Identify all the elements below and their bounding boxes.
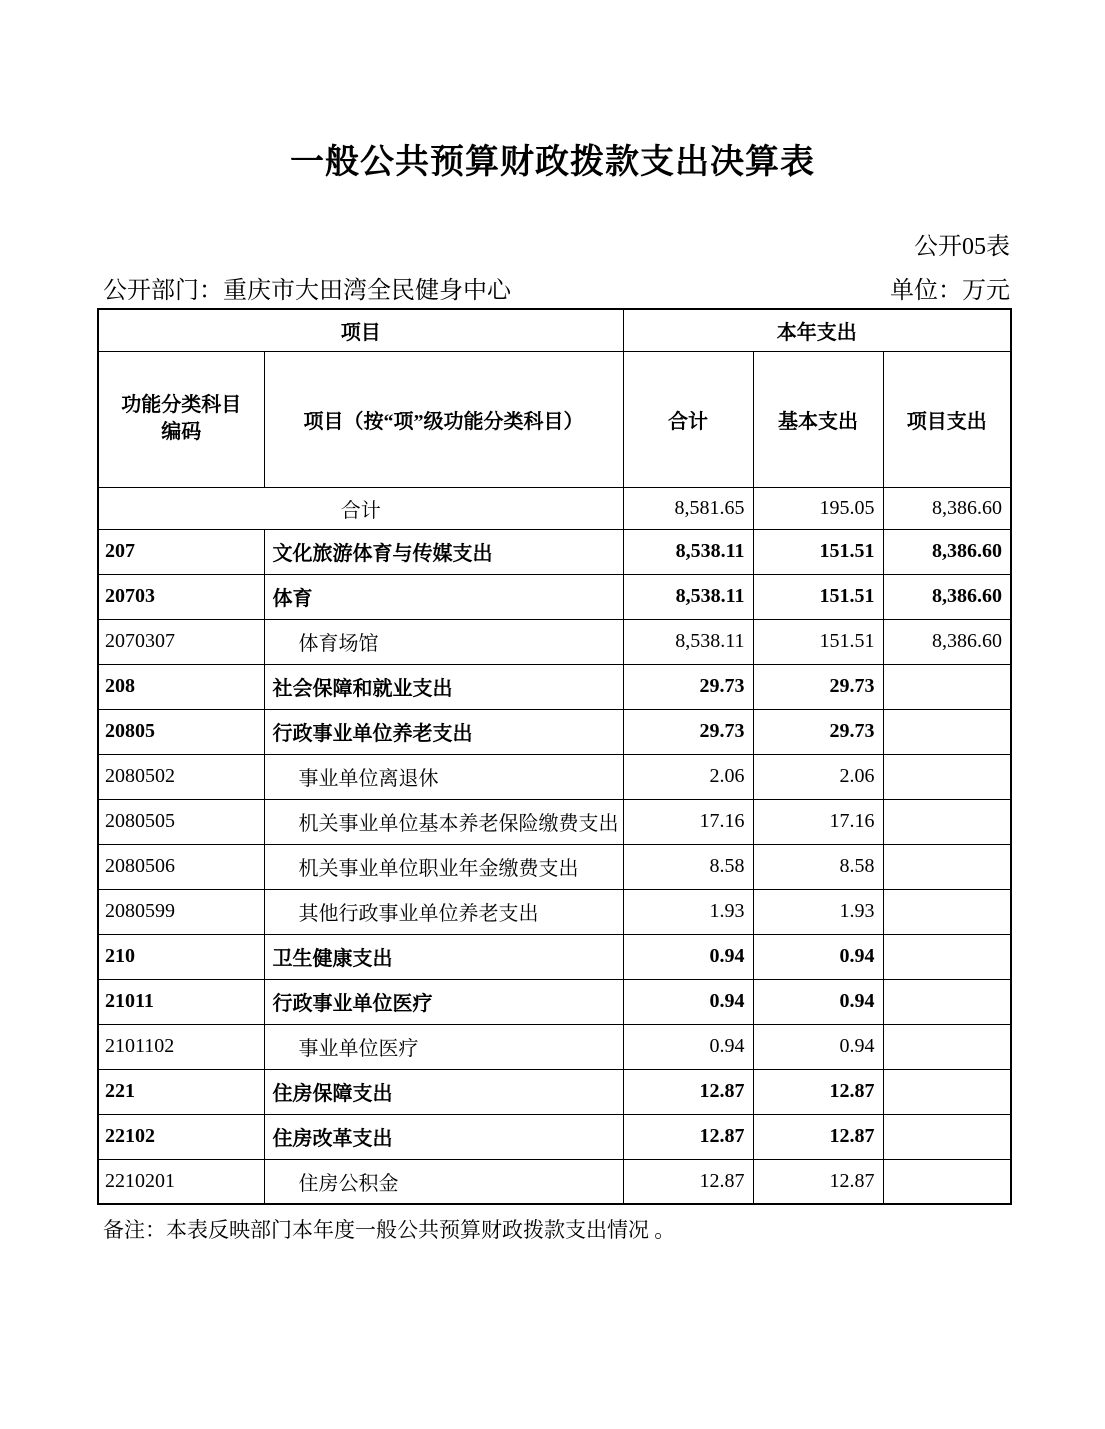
item-cell: 住房保障支出 [264,1069,623,1114]
table-row-22102 [98,1114,1011,1159]
department-label: 公开部门：重庆市大田湾全民健身中心 [103,278,511,304]
item-cell: 其他行政事业单位养老支出 [264,889,623,934]
project-cell [883,1159,1011,1204]
header-year-expenditure-group: 本年支出 [623,309,1011,351]
table-row-2080502 [98,754,1011,799]
basic-cell: 151.51 [753,529,883,574]
page-title: 一般公共预算财政拨款支出决算表 [290,143,815,181]
code-cell: 2080505 [98,799,264,844]
header-columns-row [98,351,1011,487]
table-row-221 [98,1069,1011,1114]
code-cell: 20805 [98,709,264,754]
table-row-21011 [98,979,1011,1024]
item-cell: 行政事业单位养老支出 [264,709,623,754]
header-code-column: 功能分类科目编码 [98,351,264,487]
code-cell: 221 [98,1069,264,1114]
table-row-2080506 [98,844,1011,889]
basic-cell: 151.51 [753,574,883,619]
header-basic-column: 基本支出 [753,351,883,487]
code-cell: 22102 [98,1114,264,1159]
total-cell: 12.87 [623,1159,753,1204]
basic-cell: 8.58 [753,844,883,889]
basic-cell: 17.16 [753,799,883,844]
total-cell: 8,538.11 [623,619,753,664]
table-row-2080505 [98,799,1011,844]
total-cell: 0.94 [623,1024,753,1069]
code-cell: 2101102 [98,1024,264,1069]
project-cell [883,799,1011,844]
item-cell: 文化旅游体育与传媒支出 [264,529,623,574]
project-cell [883,709,1011,754]
total-cell: 8,538.11 [623,574,753,619]
total-cell: 12.87 [623,1069,753,1114]
code-cell: 20703 [98,574,264,619]
item-cell: 体育场馆 [264,619,623,664]
table-row-2101102 [98,1024,1011,1069]
table-row-total [98,487,1011,529]
project-cell: 8,386.60 [883,487,1011,529]
total-cell: 8,538.11 [623,529,753,574]
project-cell [883,664,1011,709]
project-cell [883,1114,1011,1159]
project-cell [883,844,1011,889]
item-cell: 住房改革支出 [264,1114,623,1159]
code-cell: 2070307 [98,619,264,664]
code-cell: 2210201 [98,1159,264,1204]
code-cell: 210 [98,934,264,979]
project-cell [883,889,1011,934]
code-cell: 21011 [98,979,264,1024]
project-cell [883,934,1011,979]
item-cell: 机关事业单位职业年金缴费支出 [264,844,623,889]
header-project-column: 项目支出 [883,351,1011,487]
item-cell: 机关事业单位基本养老保险缴费支出 [264,799,623,844]
basic-cell: 2.06 [753,754,883,799]
item-cell: 住房公积金 [264,1159,623,1204]
project-cell [883,1024,1011,1069]
basic-cell: 12.87 [753,1114,883,1159]
basic-cell: 12.87 [753,1069,883,1114]
basic-cell: 29.73 [753,664,883,709]
table-row-2070307 [98,619,1011,664]
table-row-2210201 [98,1159,1011,1204]
basic-cell: 151.51 [753,619,883,664]
table-row-20703 [98,574,1011,619]
table-row-208 [98,664,1011,709]
project-cell [883,1069,1011,1114]
header-total-column: 合计 [623,351,753,487]
project-cell: 8,386.60 [883,619,1011,664]
item-cell: 事业单位离退休 [264,754,623,799]
code-cell: 2080506 [98,844,264,889]
code-cell: 208 [98,664,264,709]
total-cell: 8,581.65 [623,487,753,529]
basic-cell: 195.05 [753,487,883,529]
basic-cell: 1.93 [753,889,883,934]
table-row-20805 [98,709,1011,754]
project-cell [883,979,1011,1024]
header-item-column: 项目（按“项”级功能分类科目） [264,351,623,487]
table-row-210 [98,934,1011,979]
header-item-group: 项目 [98,309,623,351]
basic-cell: 0.94 [753,979,883,1024]
basic-cell: 29.73 [753,709,883,754]
total-cell: 0.94 [623,979,753,1024]
basic-cell: 12.87 [753,1159,883,1204]
total-cell: 29.73 [623,709,753,754]
form-number-label: 公开05表 [914,234,1010,260]
total-cell: 0.94 [623,934,753,979]
unit-label: 单位：万元 [890,278,1010,304]
item-cell: 社会保障和就业支出 [264,664,623,709]
code-cell: 2080502 [98,754,264,799]
total-cell: 1.93 [623,889,753,934]
item-cell: 卫生健康支出 [264,934,623,979]
total-cell: 12.87 [623,1114,753,1159]
code-cell: 207 [98,529,264,574]
header-group-row [98,309,1011,351]
footnote: 备注：本表反映部门本年度一般公共预算财政拨款支出情况 。 [103,1218,676,1242]
total-cell: 29.73 [623,664,753,709]
table-row-2080599 [98,889,1011,934]
project-cell: 8,386.60 [883,529,1011,574]
project-cell [883,754,1011,799]
item-cell: 体育 [264,574,623,619]
basic-cell: 0.94 [753,1024,883,1069]
total-cell: 2.06 [623,754,753,799]
project-cell: 8,386.60 [883,574,1011,619]
total-label-cell: 合计 [98,487,623,529]
total-cell: 17.16 [623,799,753,844]
expenditure-table [97,308,1012,1205]
basic-cell: 0.94 [753,934,883,979]
item-cell: 事业单位医疗 [264,1024,623,1069]
code-cell: 2080599 [98,889,264,934]
item-cell: 行政事业单位医疗 [264,979,623,1024]
table-row-207 [98,529,1011,574]
total-cell: 8.58 [623,844,753,889]
